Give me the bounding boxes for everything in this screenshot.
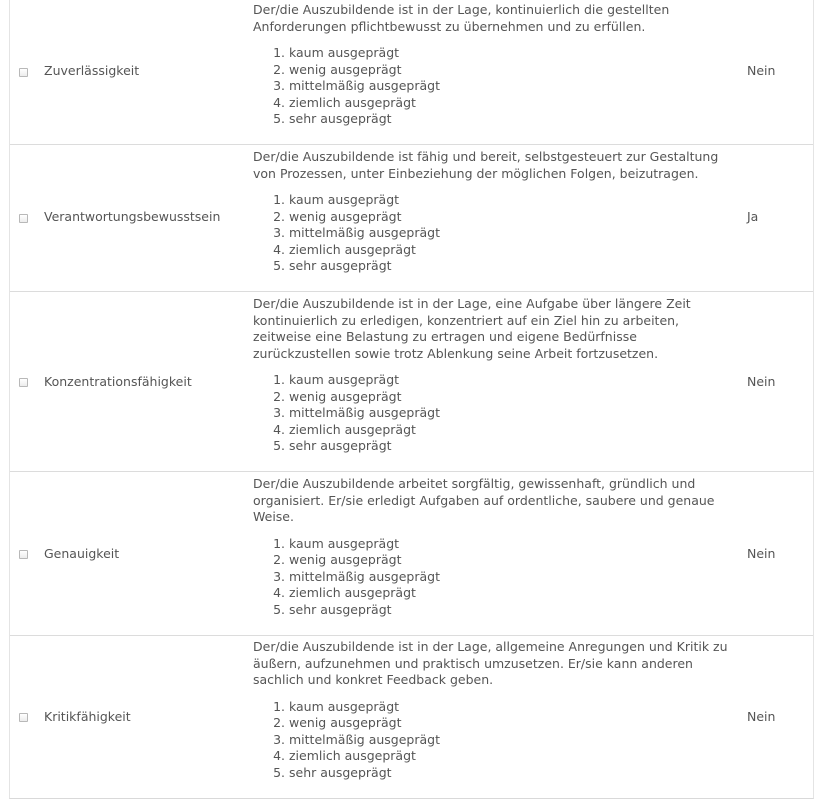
scale-option: 3. mittelmäßig ausgeprägt: [289, 732, 735, 749]
description-text: Der/die Auszubildende ist in der Lage, eine Aufgabe über längere Zeit kontinuierlich zu erledigen, konzentriert auf ein Ziel hin zu arbeiten, zeitweise eine Belastung zu ertragen und eigene Bedürfnisse zurückzustellen sowie trotz Ablenkung seine Arbeit fortzusetzen.: [253, 296, 691, 361]
scale-option: 4. ziemlich ausgeprägt: [289, 95, 735, 112]
scale-option: 5. sehr ausgeprägt: [289, 438, 735, 455]
competency-value: Nein: [747, 374, 776, 389]
scale-option: 3. mittelmäßig ausgeprägt: [289, 78, 735, 95]
rating-scale-list: [253, 699, 735, 782]
rating-scale-list: [253, 192, 735, 275]
rating-scale-list: [253, 45, 735, 128]
competency-name: Zuverlässigkeit: [44, 63, 140, 78]
scale-option: 1. kaum ausgeprägt: [289, 372, 735, 389]
row-checkbox[interactable]: [19, 214, 28, 223]
scale-option: 5. sehr ausgeprägt: [289, 765, 735, 782]
table-row: [10, 472, 813, 636]
rating-scale-list: [253, 536, 735, 619]
scale-option: 1. kaum ausgeprägt: [289, 192, 735, 209]
scale-option: 3. mittelmäßig ausgeprägt: [289, 405, 735, 422]
table-row: [10, 145, 813, 292]
scale-option: 4. ziemlich ausgeprägt: [289, 422, 735, 439]
scale-option: 5. sehr ausgeprägt: [289, 258, 735, 275]
competency-description: [253, 639, 735, 781]
scale-option: 1. kaum ausgeprägt: [289, 699, 735, 716]
row-checkbox[interactable]: [19, 378, 28, 387]
scale-option: 2. wenig ausgeprägt: [289, 209, 735, 226]
description-text: Der/die Auszubildende ist in der Lage, kontinuierlich die gestellten Anforderungen pflichtbewusst zu übernehmen und zu erfüllen.: [253, 2, 670, 34]
scale-option: 4. ziemlich ausgeprägt: [289, 242, 735, 259]
scale-option: 4. ziemlich ausgeprägt: [289, 585, 735, 602]
description-text: Der/die Auszubildende ist fähig und bereit, selbstgesteuert zur Gestaltung von Prozessen, unter Einbeziehung der möglichen Folgen, beizutragen.: [253, 149, 719, 181]
competency-description: [253, 476, 735, 618]
scale-option: 2. wenig ausgeprägt: [289, 552, 735, 569]
competency-value: Nein: [747, 546, 776, 561]
competency-value: Ja: [747, 209, 759, 224]
row-checkbox[interactable]: [19, 68, 28, 77]
competency-value: Nein: [747, 63, 776, 78]
scale-option: 1. kaum ausgeprägt: [289, 536, 735, 553]
competency-name: Genauigkeit: [44, 546, 120, 561]
scale-option: 2. wenig ausgeprägt: [289, 389, 735, 406]
description-text: Der/die Auszubildende ist in der Lage, allgemeine Anregungen und Kritik zu äußern, aufzunehmen und praktisch umzusetzen. Er/sie kann anderen sachlich und konkret Feedback geben.: [253, 639, 728, 687]
table-row: [10, 292, 813, 472]
competency-name: Kritikfähigkeit: [44, 709, 131, 724]
competency-name: Konzentrationsfähigkeit: [44, 374, 192, 389]
scale-option: 3. mittelmäßig ausgeprägt: [289, 225, 735, 242]
scale-option: 3. mittelmäßig ausgeprägt: [289, 569, 735, 586]
scale-option: 2. wenig ausgeprägt: [289, 62, 735, 79]
competency-description: [253, 2, 735, 128]
row-checkbox[interactable]: [19, 713, 28, 722]
competency-value: Nein: [747, 709, 776, 724]
competency-name: Verantwortungsbewusstsein: [44, 209, 221, 224]
scale-option: 5. sehr ausgeprägt: [289, 111, 735, 128]
scale-option: 4. ziemlich ausgeprägt: [289, 748, 735, 765]
scale-option: 1. kaum ausgeprägt: [289, 45, 735, 62]
competency-table: [9, 0, 814, 799]
description-text: Der/die Auszubildende arbeitet sorgfältig, gewissenhaft, gründlich und organisiert. Er/sie erledigt Aufgaben auf ordentliche, saubere und genaue Weise.: [253, 476, 715, 524]
row-checkbox[interactable]: [19, 550, 28, 559]
rating-scale-list: [253, 372, 735, 455]
competency-description: [253, 149, 735, 275]
competency-description: [253, 296, 735, 455]
table-row: [10, 0, 813, 145]
table-row: [10, 636, 813, 798]
scale-option: 2. wenig ausgeprägt: [289, 715, 735, 732]
scale-option: 5. sehr ausgeprägt: [289, 602, 735, 619]
